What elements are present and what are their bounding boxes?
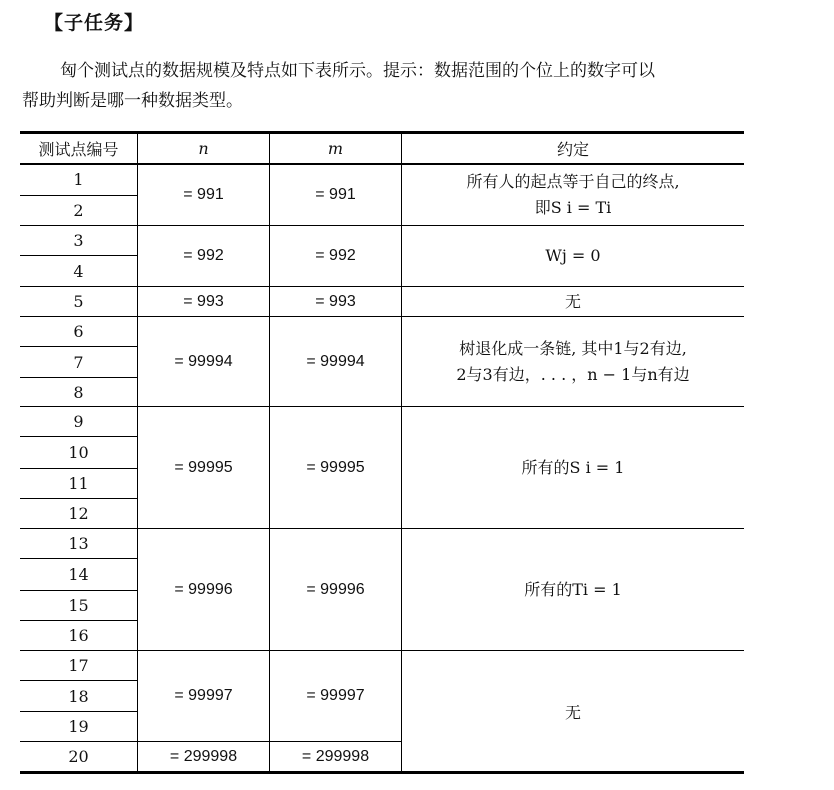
rule-line: 2与3有边，. . . ，n − 1与n有边	[456, 364, 690, 384]
m-value: = 992	[270, 226, 402, 287]
n-value: = 299998	[138, 742, 270, 773]
m-value: = 993	[270, 287, 402, 317]
m-value: = 99995	[270, 407, 402, 529]
test-point-id: 9	[20, 407, 138, 437]
table-row	[20, 317, 744, 347]
test-point-id: 8	[20, 378, 138, 407]
test-point-id: 3	[20, 226, 138, 256]
m-value: = 99996	[270, 529, 402, 651]
intro-line-2: 帮助判断是哪一种数据类型。	[22, 91, 243, 111]
table-header-row	[20, 133, 744, 164]
header-id: 测试点编号	[20, 133, 138, 164]
table-row	[20, 287, 744, 317]
m-value: = 299998	[270, 742, 402, 773]
intro-line-1: 匈个测试点的数据规模及特点如下表所示。提示：数据范围的个位上的数字可以	[60, 61, 655, 81]
rule-cell	[402, 317, 745, 407]
n-value: = 991	[138, 164, 270, 226]
m-value: = 991	[270, 164, 402, 226]
table-row	[20, 164, 744, 196]
test-point-id: 1	[20, 164, 138, 196]
table-row	[20, 529, 744, 559]
test-point-id: 5	[20, 287, 138, 317]
test-point-id: 2	[20, 196, 138, 226]
rule-cell	[402, 287, 745, 317]
test-point-id: 16	[20, 621, 138, 651]
table-row	[20, 226, 744, 256]
test-point-id: 6	[20, 317, 138, 347]
rule-cell-shared: 无	[402, 651, 745, 773]
test-point-id: 11	[20, 469, 138, 499]
section-heading: 【子任务】	[44, 12, 145, 34]
rule-cell	[402, 529, 745, 651]
rule-line: 即S i = Ti	[534, 197, 612, 217]
n-value: = 99994	[138, 317, 270, 407]
rule-line: 树退化成一条链, 其中1与2有边,	[459, 338, 687, 358]
test-point-id: 10	[20, 437, 138, 469]
test-point-id: 13	[20, 529, 138, 559]
test-point-table	[20, 131, 744, 774]
test-point-id: 14	[20, 559, 138, 591]
rule-cell	[402, 226, 745, 287]
rule-cell	[402, 164, 745, 226]
test-point-id: 18	[20, 681, 138, 712]
rule-cell	[402, 407, 745, 529]
n-value: = 992	[138, 226, 270, 287]
n-value: = 99996	[138, 529, 270, 651]
header-m: m	[270, 133, 402, 164]
test-point-id: 4	[20, 256, 138, 287]
rule-line: 无	[564, 291, 581, 311]
intro-paragraph	[22, 56, 742, 116]
test-point-id: 12	[20, 499, 138, 529]
m-value: = 99994	[270, 317, 402, 407]
n-value: = 99995	[138, 407, 270, 529]
table-row	[20, 651, 744, 681]
header-rule: 约定	[402, 133, 745, 164]
header-n: n	[138, 133, 270, 164]
m-value: = 99997	[270, 651, 402, 742]
test-point-id: 7	[20, 347, 138, 378]
rule-line: 所有的Ti = 1	[524, 579, 622, 599]
table-body	[20, 164, 744, 773]
table-row	[20, 407, 744, 437]
rule-line: Wj = 0	[545, 246, 601, 265]
rule-line: 所有人的起点等于自己的终点,	[466, 171, 680, 191]
test-point-id: 17	[20, 651, 138, 681]
test-point-id: 15	[20, 591, 138, 621]
test-point-id: 19	[20, 712, 138, 742]
n-value: = 99997	[138, 651, 270, 742]
rule-line: 所有的S i = 1	[521, 457, 625, 477]
n-value: = 993	[138, 287, 270, 317]
test-point-id: 20	[20, 742, 138, 773]
